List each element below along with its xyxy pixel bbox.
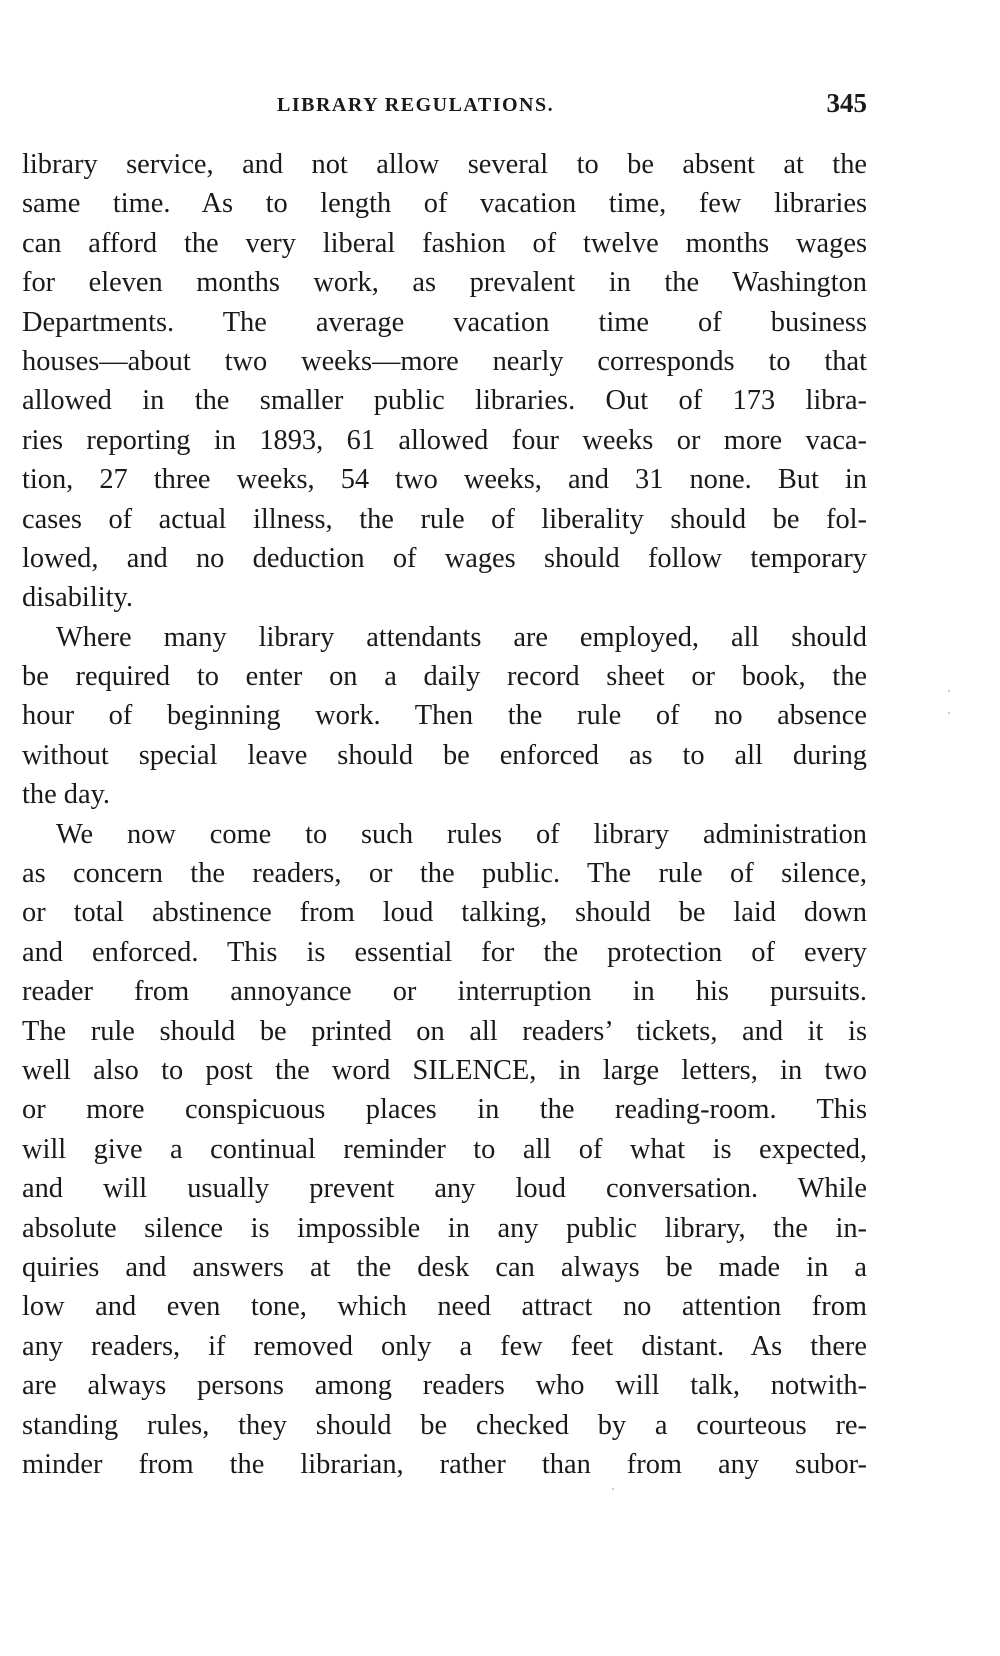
text-line: low and even tone, which need attract no attention from: [22, 1291, 867, 1323]
text-line: library service, and not allow several to be absent at the: [22, 149, 867, 180]
text-line: disability.: [22, 582, 133, 614]
text-line: tion, 27 three weeks, 54 two weeks, and 31 none. But in: [22, 464, 867, 496]
page-number: 345: [826, 88, 867, 118]
text-line: same time. As to length of vacation time, few libraries: [22, 188, 867, 220]
text-line: without special leave should be enforced as to all during: [22, 739, 867, 771]
text-line: houses—about two weeks—more nearly corresponds to that: [22, 345, 867, 377]
text-line: for eleven months work, as prevalent in the Washington: [22, 267, 867, 299]
running-title: LIBRARY REGULATIONS.: [277, 94, 555, 116]
text-line: will give a continual reminder to all of what is expected,: [22, 1133, 867, 1165]
text-line: Departments. The average vacation time of business: [22, 306, 867, 338]
text-line: are always persons among readers who will talk, notwith-: [22, 1370, 867, 1402]
scan-speck: [612, 1488, 614, 1490]
text-line: minder from the librarian, rather than from any subor-: [22, 1448, 867, 1480]
text-line: We now come to such rules of library administration: [56, 818, 867, 850]
text-line: or more conspicuous places in the reading-room. This: [22, 1094, 867, 1126]
text-line: and enforced. This is essential for the protection of every: [22, 936, 867, 968]
text-line: lowed, and no deduction of wages should follow temporary: [22, 542, 867, 574]
text-line: absolute silence is impossible in any public library, the in-: [22, 1212, 867, 1244]
text-line: well also to post the word SILENCE, in large letters, in two: [22, 1054, 867, 1086]
text-line: as concern the readers, or the public. The rule of silence,: [22, 858, 867, 890]
text-line: any readers, if removed only a few feet distant. As there: [22, 1330, 867, 1362]
text-line: reader from annoyance or interruption in his pursuits.: [22, 976, 867, 1008]
text-line: cases of actual illness, the rule of liberality should be fol-: [22, 503, 867, 535]
paragraph-silence-rule: [22, 815, 867, 1485]
text-line: allowed in the smaller public libraries. Out of 173 libra-: [22, 385, 867, 417]
text-line: the day.: [22, 779, 111, 811]
scan-speck: [948, 712, 950, 714]
text-line: Where many library attendants are employed, all should: [56, 621, 867, 653]
body-text: [22, 145, 867, 1484]
text-line: ries reporting in 1893, 61 allowed four weeks or more vaca-: [22, 424, 867, 456]
running-head: [22, 88, 867, 124]
paragraph-vacation: [22, 145, 867, 618]
text-line: can afford the very liberal fashion of twelve months wages: [22, 227, 867, 259]
text-line: standing rules, they should be checked by a courteous re-: [22, 1409, 867, 1441]
text-line: The rule should be printed on all readers’ tickets, and it is: [22, 1015, 867, 1047]
text-line: and will usually prevent any loud conversation. While: [22, 1173, 867, 1205]
text-line: hour of beginning work. Then the rule of no absence: [22, 700, 867, 732]
paragraph-attendance-record: [22, 618, 867, 815]
text-line: or total abstinence from loud talking, should be laid down: [22, 897, 867, 929]
text-line: be required to enter on a daily record sheet or book, the: [22, 661, 867, 693]
text-line: quiries and answers at the desk can always be made in a: [22, 1251, 867, 1283]
scan-speck: [948, 690, 950, 692]
